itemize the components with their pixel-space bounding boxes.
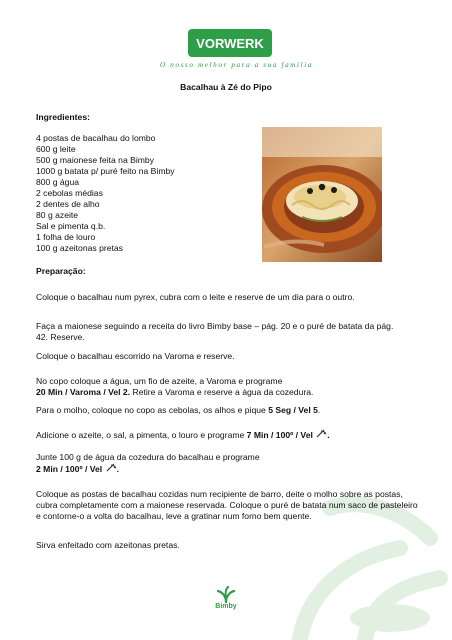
ingredients-list bbox=[36, 133, 175, 254]
step-5 bbox=[36, 405, 416, 416]
step-5-end: . bbox=[317, 405, 321, 415]
step-6 bbox=[36, 429, 426, 441]
step-4-line-2 bbox=[36, 387, 416, 398]
step-8: Coloque as postas de bacalhau cozidas num recipiente de barro, deite o molho sobre as postas, cubra completamente com a maionese reservada. Coloque o puré de batata num saco de pasteleiro e contorne-o a volta do bacalhau, leve a gratinar num forno bem quente. bbox=[36, 489, 418, 521]
step-5-text: Para o molho, coloque no copo as cebolas, os alhos e pique bbox=[36, 405, 269, 415]
preparation-heading: Preparação: bbox=[36, 266, 86, 276]
step-4-line-1: No copo coloque a água, um fio de azeite, a Varoma e programe bbox=[36, 376, 283, 386]
list-item: 2 dentes de alho bbox=[36, 199, 100, 209]
step-6-end: . bbox=[327, 430, 330, 440]
step-6-text: Adicione o azeite, o sal, a pimenta, o louro e programe bbox=[36, 430, 247, 440]
list-item: 500 g maionese feita na Bimby bbox=[36, 155, 154, 165]
step-4 bbox=[36, 376, 416, 398]
step-7 bbox=[36, 452, 416, 475]
recipe-title: Bacalhau à Zé do Pipo bbox=[180, 82, 272, 92]
step-2: Faça a maionese seguindo a receita do livro Bimby base – pág. 20 e o puré de batata da pág. 42. Reserve. bbox=[36, 321, 394, 342]
vorwerk-logo bbox=[188, 29, 272, 57]
step-1: Coloque o bacalhau num pyrex, cubra com o leite e reserve de um dia para o outro. bbox=[36, 292, 355, 302]
step-9: Sirva enfeitado com azeitonas pretas. bbox=[36, 540, 180, 550]
step-4-program: 20 Min / Varoma / Vel 2. bbox=[36, 387, 131, 397]
list-item: 100 g azeitonas pretas bbox=[36, 243, 123, 253]
svg-text:VORWERK: VORWERK bbox=[196, 36, 264, 51]
reverse-spoon-icon bbox=[315, 429, 330, 440]
dish-photo bbox=[262, 127, 382, 262]
bimby-logo-icon bbox=[216, 586, 236, 603]
step-7-program: 2 Min / 100º / Vel bbox=[36, 464, 103, 474]
step-4-rest: Retire a Varoma e reserve a água da cozedura. bbox=[130, 387, 314, 397]
list-item: 4 postas de bacalhau do lombo bbox=[36, 133, 156, 143]
bimby-brand-label: Bimby bbox=[215, 603, 237, 610]
list-item: 600 g leite bbox=[36, 144, 76, 154]
step-5-program: 5 Seg / Vel 5 bbox=[268, 405, 318, 415]
list-item: 2 cebolas médias bbox=[36, 188, 103, 198]
list-item: 800 g água bbox=[36, 177, 80, 187]
reverse-spoon-icon bbox=[105, 463, 117, 473]
step-6-program: 7 Min / 100º / Vel bbox=[246, 430, 313, 440]
step-7-end: . bbox=[116, 464, 119, 474]
list-item: 1 folha de louro bbox=[36, 232, 96, 242]
list-item: 80 g azeite bbox=[36, 210, 79, 220]
tagline: O nosso melhor para a sua família bbox=[160, 61, 314, 69]
list-item: 1000 g batata p/ puré feito na Bimby bbox=[36, 166, 175, 176]
step-3: Coloque o bacalhau escorrido na Varoma e reserve. bbox=[36, 351, 235, 361]
ingredients-heading: Ingredientes: bbox=[36, 112, 90, 122]
step-7-line-1: Junte 100 g de água da cozedura do bacalhau e programe bbox=[36, 452, 260, 462]
list-item: Sal e pimenta q.b. bbox=[36, 221, 106, 231]
step-7-line-2 bbox=[36, 463, 416, 475]
